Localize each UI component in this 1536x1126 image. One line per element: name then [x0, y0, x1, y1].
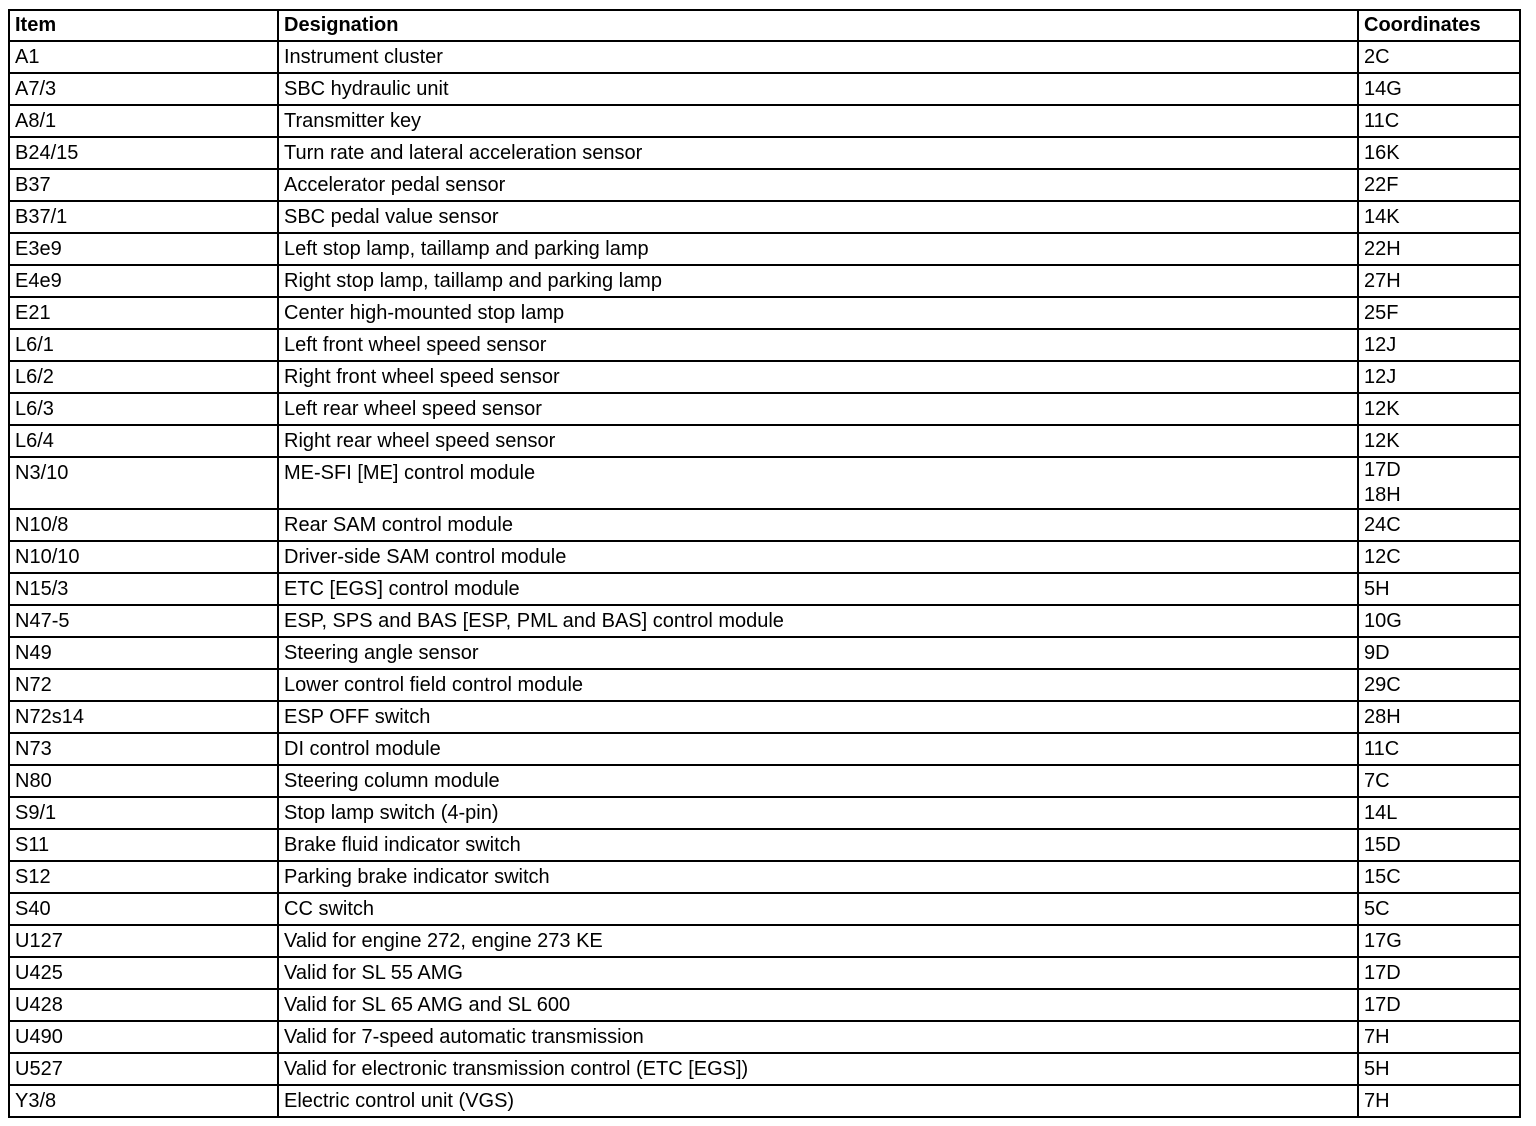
- cell-designation: ESP OFF switch: [278, 701, 1358, 733]
- coordinate-value: 27H: [1364, 270, 1401, 292]
- cell-coordinates: [1358, 105, 1520, 137]
- cell-coordinates: [1358, 1085, 1520, 1117]
- cell-item: N72: [9, 669, 278, 701]
- header-coordinates: Coordinates: [1358, 10, 1520, 41]
- cell-item: Y3/8: [9, 1085, 278, 1117]
- cell-item: U425: [9, 957, 278, 989]
- cell-coordinates: [1358, 265, 1520, 297]
- cell-coordinates: [1358, 361, 1520, 393]
- cell-designation: ESP, SPS and BAS [ESP, PML and BAS] control module: [278, 605, 1358, 637]
- table-row: [9, 233, 1520, 265]
- header-designation: Designation: [278, 10, 1358, 41]
- cell-item: B24/15: [9, 137, 278, 169]
- cell-designation: Valid for SL 65 AMG and SL 600: [278, 989, 1358, 1021]
- cell-coordinates: [1358, 393, 1520, 425]
- cell-coordinates: [1358, 201, 1520, 233]
- coordinate-value: 12J: [1364, 334, 1397, 356]
- cell-designation: Transmitter key: [278, 105, 1358, 137]
- component-legend-table: [8, 9, 1521, 1118]
- coordinate-value: 22F: [1364, 174, 1399, 196]
- cell-item: N47-5: [9, 605, 278, 637]
- cell-coordinates: [1358, 297, 1520, 329]
- coordinate-value: 14L: [1364, 802, 1398, 824]
- table-row: [9, 573, 1520, 605]
- table-row: [9, 265, 1520, 297]
- table-row: [9, 137, 1520, 169]
- cell-item: E4e9: [9, 265, 278, 297]
- cell-designation: Parking brake indicator switch: [278, 861, 1358, 893]
- table-row: [9, 509, 1520, 541]
- cell-item: S40: [9, 893, 278, 925]
- cell-item: L6/2: [9, 361, 278, 393]
- cell-designation: Lower control field control module: [278, 669, 1358, 701]
- cell-coordinates: [1358, 137, 1520, 169]
- table-row: [9, 669, 1520, 701]
- table-row: [9, 457, 1520, 509]
- coordinate-value: 18H: [1364, 484, 1401, 506]
- cell-item: N3/10: [9, 457, 278, 509]
- table-row: [9, 829, 1520, 861]
- coordinate-value: 5C: [1364, 898, 1390, 920]
- cell-item: E3e9: [9, 233, 278, 265]
- cell-designation: Driver-side SAM control module: [278, 541, 1358, 573]
- cell-item: S12: [9, 861, 278, 893]
- coordinate-value: 5H: [1364, 578, 1390, 600]
- cell-designation: CC switch: [278, 893, 1358, 925]
- header-row: [9, 10, 1520, 41]
- table-row: [9, 989, 1520, 1021]
- table-row: [9, 1053, 1520, 1085]
- coordinate-value: 12C: [1364, 546, 1401, 568]
- cell-coordinates: [1358, 925, 1520, 957]
- table-row: [9, 297, 1520, 329]
- coordinate-value: 29C: [1364, 674, 1401, 696]
- cell-item: E21: [9, 297, 278, 329]
- cell-designation: Electric control unit (VGS): [278, 1085, 1358, 1117]
- cell-designation: Valid for SL 55 AMG: [278, 957, 1358, 989]
- table-row: [9, 701, 1520, 733]
- table-row: [9, 541, 1520, 573]
- table-row: [9, 105, 1520, 137]
- cell-item: N10/10: [9, 541, 278, 573]
- cell-item: N49: [9, 637, 278, 669]
- cell-coordinates: [1358, 701, 1520, 733]
- table-row: [9, 605, 1520, 637]
- cell-coordinates: [1358, 329, 1520, 361]
- cell-designation: Valid for 7-speed automatic transmission: [278, 1021, 1358, 1053]
- cell-designation: DI control module: [278, 733, 1358, 765]
- cell-designation: Right rear wheel speed sensor: [278, 425, 1358, 457]
- cell-item: A7/3: [9, 73, 278, 105]
- table-row: [9, 393, 1520, 425]
- cell-coordinates: [1358, 637, 1520, 669]
- cell-coordinates: [1358, 605, 1520, 637]
- cell-designation: SBC pedal value sensor: [278, 201, 1358, 233]
- coordinate-value: 24C: [1364, 514, 1401, 536]
- table-row: [9, 361, 1520, 393]
- cell-designation: Brake fluid indicator switch: [278, 829, 1358, 861]
- table-row: [9, 329, 1520, 361]
- cell-designation: Left stop lamp, taillamp and parking lamp: [278, 233, 1358, 265]
- coordinate-value: 12J: [1364, 366, 1397, 388]
- cell-designation: Rear SAM control module: [278, 509, 1358, 541]
- coordinate-value: 5H: [1364, 1058, 1390, 1080]
- cell-item: S9/1: [9, 797, 278, 829]
- table-row: [9, 41, 1520, 73]
- cell-item: N72s14: [9, 701, 278, 733]
- cell-item: L6/3: [9, 393, 278, 425]
- cell-coordinates: [1358, 861, 1520, 893]
- cell-item: U527: [9, 1053, 278, 1085]
- table-row: [9, 201, 1520, 233]
- cell-designation: SBC hydraulic unit: [278, 73, 1358, 105]
- cell-coordinates: [1358, 573, 1520, 605]
- cell-coordinates: [1358, 1021, 1520, 1053]
- cell-coordinates: [1358, 829, 1520, 861]
- coordinate-value: 7H: [1364, 1026, 1390, 1048]
- cell-designation: Right front wheel speed sensor: [278, 361, 1358, 393]
- table-row: [9, 637, 1520, 669]
- cell-item: N80: [9, 765, 278, 797]
- table-row: [9, 733, 1520, 765]
- cell-coordinates: [1358, 797, 1520, 829]
- cell-item: A8/1: [9, 105, 278, 137]
- table-row: [9, 73, 1520, 105]
- cell-coordinates: [1358, 41, 1520, 73]
- cell-item: L6/4: [9, 425, 278, 457]
- table-row: [9, 425, 1520, 457]
- coordinate-value: 15D: [1364, 834, 1401, 856]
- cell-designation: Center high-mounted stop lamp: [278, 297, 1358, 329]
- cell-designation: Steering column module: [278, 765, 1358, 797]
- cell-designation: Valid for engine 272, engine 273 KE: [278, 925, 1358, 957]
- coordinate-value: 14G: [1364, 78, 1402, 100]
- cell-item: N15/3: [9, 573, 278, 605]
- cell-coordinates: [1358, 1053, 1520, 1085]
- cell-coordinates: [1358, 509, 1520, 541]
- table-row: [9, 925, 1520, 957]
- cell-designation: Instrument cluster: [278, 41, 1358, 73]
- cell-designation: Right stop lamp, taillamp and parking lamp: [278, 265, 1358, 297]
- cell-coordinates: [1358, 73, 1520, 105]
- cell-designation: ME-SFI [ME] control module: [278, 457, 1358, 509]
- coordinate-value: 11C: [1364, 110, 1400, 132]
- cell-designation: Steering angle sensor: [278, 637, 1358, 669]
- cell-item: U490: [9, 1021, 278, 1053]
- coordinate-value: 12K: [1364, 430, 1400, 452]
- cell-coordinates: [1358, 169, 1520, 201]
- cell-coordinates: [1358, 541, 1520, 573]
- cell-coordinates: [1358, 765, 1520, 797]
- coordinate-value: 7C: [1364, 770, 1390, 792]
- table-header: [9, 10, 1520, 41]
- cell-coordinates: [1358, 733, 1520, 765]
- cell-designation: Stop lamp switch (4-pin): [278, 797, 1358, 829]
- table-row: [9, 861, 1520, 893]
- coordinate-value: 22H: [1364, 238, 1401, 260]
- table-row: [9, 169, 1520, 201]
- coordinate-value: 10G: [1364, 610, 1402, 632]
- coordinate-value: 16K: [1364, 142, 1400, 164]
- table-body: [9, 41, 1520, 1117]
- coordinate-value: 14K: [1364, 206, 1400, 228]
- coordinate-value: 17D: [1364, 962, 1401, 984]
- table-row: [9, 1085, 1520, 1117]
- cell-designation: ETC [EGS] control module: [278, 573, 1358, 605]
- cell-item: N73: [9, 733, 278, 765]
- cell-designation: Turn rate and lateral acceleration sensor: [278, 137, 1358, 169]
- table-row: [9, 893, 1520, 925]
- table-row: [9, 957, 1520, 989]
- coordinate-value: 12K: [1364, 398, 1400, 420]
- coordinate-value: 15C: [1364, 866, 1401, 888]
- cell-coordinates: [1358, 893, 1520, 925]
- cell-designation: Accelerator pedal sensor: [278, 169, 1358, 201]
- cell-coordinates: [1358, 669, 1520, 701]
- coordinate-value: 7H: [1364, 1090, 1390, 1112]
- table-row: [9, 765, 1520, 797]
- coordinate-value: 9D: [1364, 642, 1390, 664]
- cell-item: B37/1: [9, 201, 278, 233]
- cell-coordinates: [1358, 233, 1520, 265]
- cell-coordinates: [1358, 457, 1520, 509]
- cell-item: U127: [9, 925, 278, 957]
- header-item: Item: [9, 10, 278, 41]
- cell-item: A1: [9, 41, 278, 73]
- table-row: [9, 797, 1520, 829]
- cell-designation: Left front wheel speed sensor: [278, 329, 1358, 361]
- cell-coordinates: [1358, 425, 1520, 457]
- coordinate-value: 17D: [1364, 994, 1401, 1016]
- cell-designation: Valid for electronic transmission control (ETC [EGS]): [278, 1053, 1358, 1085]
- cell-item: L6/1: [9, 329, 278, 361]
- coordinate-value: 28H: [1364, 706, 1401, 728]
- coordinate-value: 11C: [1364, 738, 1400, 760]
- cell-item: B37: [9, 169, 278, 201]
- cell-item: N10/8: [9, 509, 278, 541]
- cell-item: U428: [9, 989, 278, 1021]
- coordinate-value: 17D: [1364, 459, 1401, 481]
- cell-item: S11: [9, 829, 278, 861]
- table-row: [9, 1021, 1520, 1053]
- coordinate-value: 17G: [1364, 930, 1402, 952]
- cell-coordinates: [1358, 989, 1520, 1021]
- coordinate-value: 2C: [1364, 46, 1390, 68]
- cell-designation: Left rear wheel speed sensor: [278, 393, 1358, 425]
- cell-coordinates: [1358, 957, 1520, 989]
- coordinate-value: 25F: [1364, 302, 1399, 324]
